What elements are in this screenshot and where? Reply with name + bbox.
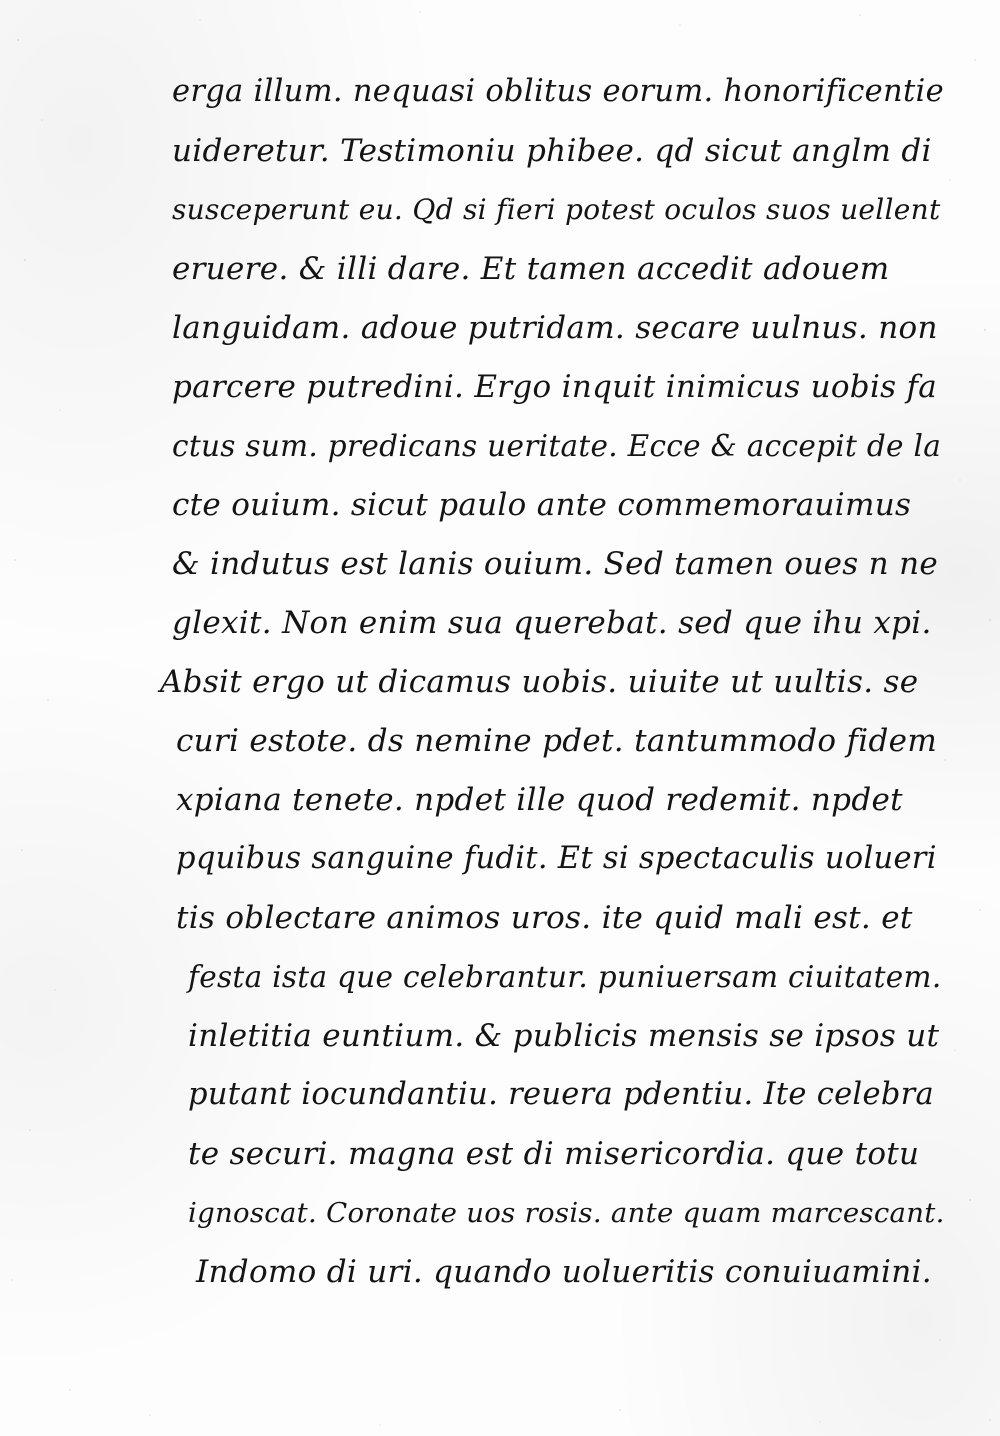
text-line: inletitia euntium. & publicis mensis se ipsos ut [188,1018,940,1054]
text-line: pquibus sanguine fudit. Et si spectaculis uolueri [176,841,937,876]
text-line: cte ouium. sicut paulo ante commemorauimus [172,487,912,523]
text-line: erga illum. nequasi oblitus eorum. honorificentie [172,74,944,109]
text-line: festa ista que celebrantur. puniuersam ciuitatem. [188,960,942,994]
text-line: Indomo di uri. quando uolueritis conuiuamini. [196,1254,932,1290]
text-line: Absit ergo ut dicamus uobis. uiuite ut uultis. se [160,664,919,700]
text-line: ctus sum. predicans ueritate. Ecce & accepit de la [172,429,942,463]
text-line: curi estote. ds nemine pdet. tantummodo fidem [176,723,938,759]
text-line: te securi. magna est di misericordia. que totu [188,1136,920,1172]
text-line: uideretur. Testimoniu phibee. qd sicut anglm di [172,133,932,169]
text-line: tis oblectare animos uros. ite quid mali est. et [176,900,913,936]
text-line: ignoscat. Coronate uos rosis. ante quam marcescant. [188,1197,945,1229]
text-line: & indutus est lanis ouium. Sed tamen oues n ne [172,546,938,582]
text-line: languidam. adoue putridam. secare uulnus. non [172,310,938,346]
text-line: xpiana tenete. npdet ille quod redemit. npdet [176,782,903,818]
text-line: putant iocundantiu. reuera pdentiu. Ite celebra [188,1077,935,1112]
text-line: susceperunt eu. Qd si fieri potest oculos suos uellent [172,193,941,226]
text-line: parcere putredini. Ergo inquit inimicus uobis fa [172,369,938,405]
text-line: glexit. Non enim sua querebat. sed que ihu xpi. [172,605,932,641]
text-line: eruere. & illi dare. Et tamen accedit adouem [172,251,890,287]
